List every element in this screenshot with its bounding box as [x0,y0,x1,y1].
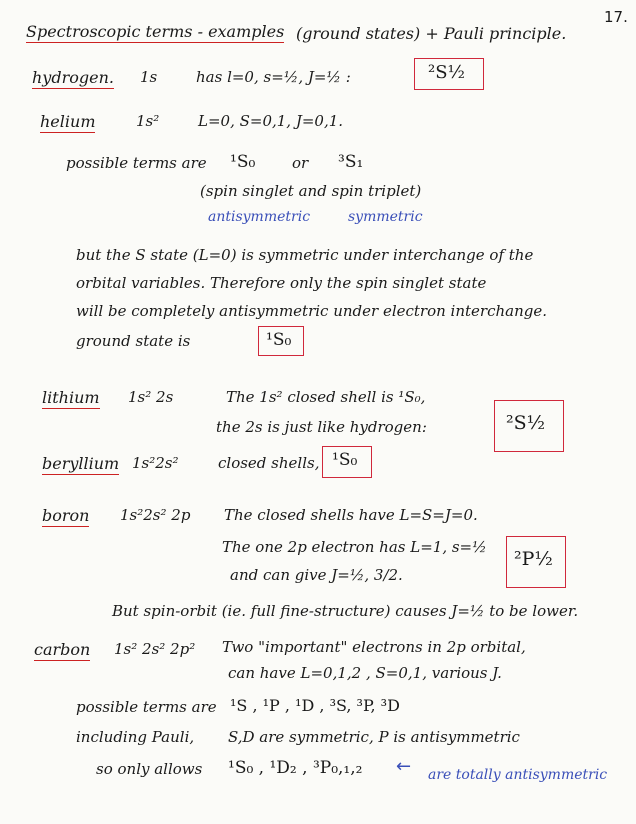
hydrogen-config: 1s [140,68,158,86]
carbon-config: 1s² 2s² 2p² [114,640,196,658]
lithium-line1: The 1s² closed shell is ¹S₀, [226,388,426,406]
lithium-term: ²S½ [506,412,546,434]
beryllium-config: 1s²2s² [132,454,179,472]
lithium-line2: the 2s is just like hydrogen: [216,418,427,436]
hydrogen-term: ²S½ [428,62,465,83]
carbon-pauli-text: S,D are symmetric, P is antisymmetric [228,728,520,746]
helium-possible-label: possible terms are [66,154,207,172]
carbon-possible-terms: ¹S , ¹P , ¹D , ³S, ³P, ³D [230,696,400,715]
carbon-note: are totally antisymmetric [428,767,608,783]
helium-paren: (spin singlet and spin triplet) [200,182,422,200]
helium-config: 1s² [136,112,160,130]
carbon-name: carbon [34,640,91,659]
page-number: 17. [604,8,628,26]
beryllium-text: closed shells, [218,454,320,472]
beryllium-name: beryllium [42,454,120,473]
boron-line2: The one 2p electron has L=1, s=½ [222,538,487,556]
helium-text: L=0, S=0,1, J=0,1. [198,112,344,130]
beryllium-term: ¹S₀ [332,450,358,470]
helium-term2: ³S₁ [338,152,364,172]
header-title: Spectroscopic terms - examples [26,22,285,41]
helium-name: helium [40,112,96,131]
helium-sym: symmetric [348,209,423,225]
helium-or: or [292,154,309,172]
helium-ground-term: ¹S₀ [266,330,292,350]
carbon-possible-label: possible terms are [76,698,217,716]
hydrogen-text: has l=0, s=½, J=½ : [196,68,351,86]
helium-antisym: antisymmetric [208,209,311,225]
boron-term: ²P½ [514,548,553,570]
left-arrow-icon: ← [396,756,412,777]
helium-but-line2: orbital variables. Therefore only the spin singlet state [76,274,487,292]
carbon-line2: can have L=0,1,2 , S=0,1, various J. [228,664,502,682]
boron-name: boron [42,506,90,525]
helium-but-line3: will be completely antisymmetric under electron interchange. [76,302,548,320]
helium-ground-label: ground state is [76,332,191,350]
carbon-line1: Two "important" electrons in 2p orbital, [222,638,526,656]
helium-term1: ¹S₀ [230,152,256,172]
lithium-name: lithium [42,388,100,407]
carbon-allows-label: so only allows [96,760,203,778]
carbon-allowed-terms: ¹S₀ , ¹D₂ , ³P₀,₁,₂ [228,758,363,778]
boron-line1: The closed shells have L=S=J=0. [224,506,478,524]
boron-note: But spin-orbit (ie. full fine-structure) causes J=½ to be lower. [112,602,579,620]
boron-line3: and can give J=½, 3/2. [230,566,403,584]
helium-but-line1: but the S state (L=0) is symmetric under interchange of the [76,246,534,264]
lithium-config: 1s² 2s [128,388,174,406]
carbon-pauli-label: including Pauli, [76,728,195,746]
header-subtitle: (ground states) + Pauli principle. [296,24,567,43]
boron-config: 1s²2s² 2p [120,506,191,524]
hydrogen-name: hydrogen. [32,68,114,87]
